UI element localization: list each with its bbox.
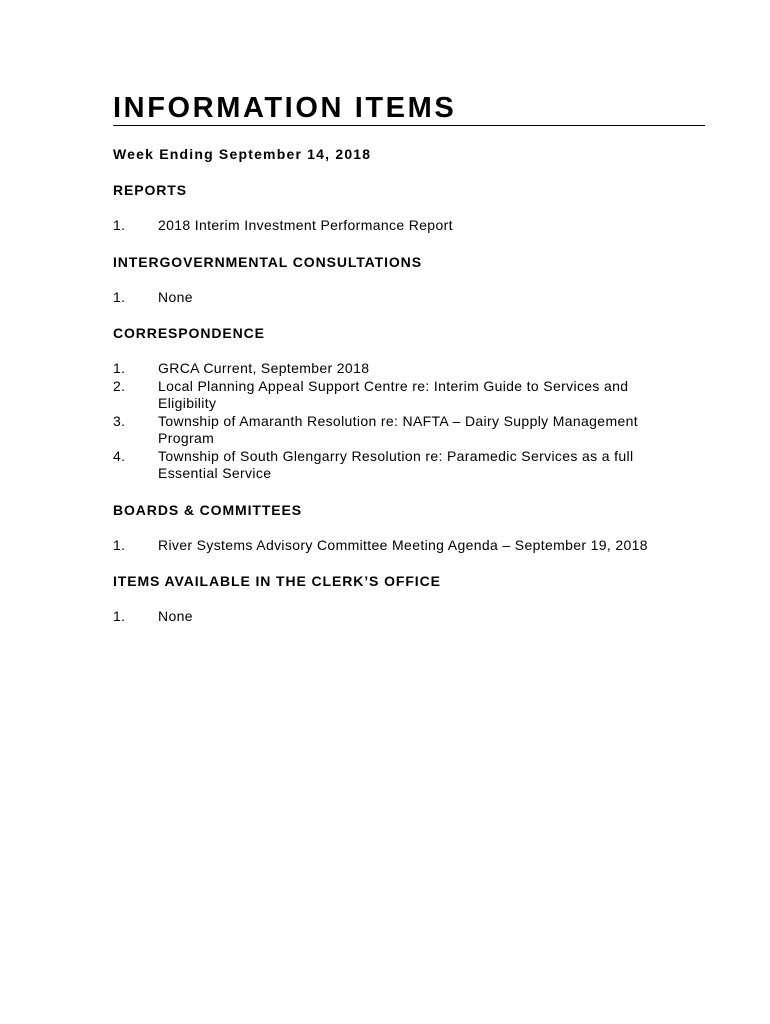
list-item xyxy=(113,378,705,413)
item-list xyxy=(113,360,705,483)
document-page xyxy=(113,92,705,626)
section-boards-committees xyxy=(113,501,705,555)
item-number: 1. xyxy=(113,360,126,376)
week-ending-date: Week Ending September 14, 2018 xyxy=(113,146,372,162)
item-number: 1. xyxy=(113,536,126,553)
item-number: 1. xyxy=(113,288,126,305)
list-item xyxy=(113,289,705,307)
section-heading: BOARDS & COMMITTEES xyxy=(113,501,302,518)
item-list xyxy=(113,217,705,235)
section-heading: REPORTS xyxy=(113,182,187,198)
item-number: 1. xyxy=(113,217,126,233)
item-list xyxy=(113,608,705,626)
item-text: Township of Amaranth Resolution re: NAFTA – Dairy Supply Management Program xyxy=(158,412,638,446)
item-text: Township of South Glengarry Resolution re: Paramedic Services as a full Essential Service xyxy=(158,447,634,481)
section-intergovernmental-consultations xyxy=(113,253,705,307)
item-text: 2018 Interim Investment Performance Report xyxy=(158,217,453,233)
document-title: INFORMATION ITEMS xyxy=(113,92,705,126)
item-text: None xyxy=(158,288,193,305)
list-item xyxy=(113,608,705,626)
list-item xyxy=(113,217,705,235)
item-text: Local Planning Appeal Support Centre re: Interim Guide to Services and Eligibility xyxy=(158,377,629,411)
section-reports xyxy=(113,181,705,235)
item-number: 2. xyxy=(113,377,126,394)
item-text: None xyxy=(158,608,193,624)
list-item xyxy=(113,360,705,378)
section-heading: INTERGOVERNMENTAL CONSULTATIONS xyxy=(113,253,422,270)
section-heading: ITEMS AVAILABLE IN THE CLERK’S OFFICE xyxy=(113,573,441,589)
item-text: GRCA Current, September 2018 xyxy=(158,360,370,376)
item-number: 4. xyxy=(113,447,126,464)
section-clerks-office xyxy=(113,572,705,626)
list-item xyxy=(113,413,705,448)
list-item xyxy=(113,448,705,483)
item-text: River Systems Advisory Committee Meeting Agenda – September 19, 2018 xyxy=(158,536,648,553)
section-correspondence xyxy=(113,324,705,483)
item-number: 3. xyxy=(113,412,126,429)
list-item xyxy=(113,537,705,555)
item-list xyxy=(113,537,705,555)
item-number: 1. xyxy=(113,608,126,624)
item-list xyxy=(113,289,705,307)
section-heading: CORRESPONDENCE xyxy=(113,325,265,341)
